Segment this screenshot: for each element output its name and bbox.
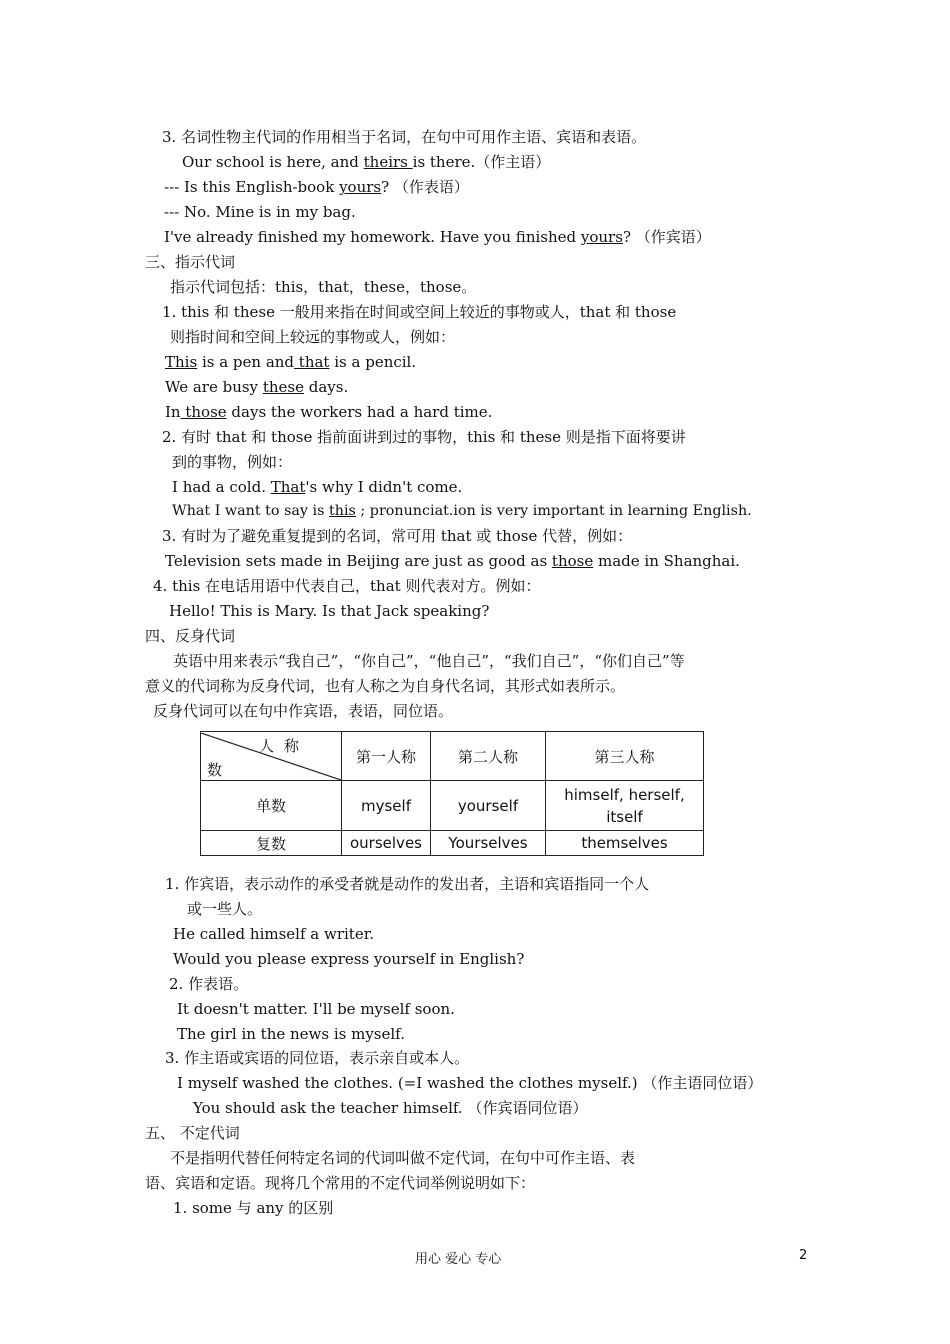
- text-line: 意义的代词称为反身代词，也有人称之为自身代名词，其形式如表所示。: [145, 677, 626, 695]
- table-cell: ourselves: [342, 831, 431, 856]
- table-header: 第二人称: [431, 732, 546, 781]
- text-line: 2. 有时 that 和 those 指前面讲到过的事物，this 和 these 则是指下面将要讲: [162, 428, 686, 446]
- text-line: --- Is this English-book yours? （作表语）: [164, 178, 469, 196]
- text-line: The girl in the news is myself.: [177, 1025, 405, 1043]
- row-label: 复数: [201, 831, 342, 856]
- text-line: 1. this 和 these 一般用来指在时间或空间上较近的事物或人，that 和 those: [162, 303, 677, 321]
- section-heading: 三、指示代词: [145, 253, 236, 271]
- text-line: 3. 有时为了避免重复提到的名词，常可用 that 或 those 代替，例如：: [162, 527, 633, 545]
- text-line: I've already finished my homework. Have you finished yours? （作宾语）: [164, 228, 711, 246]
- text-line: 则指时间和空间上较远的事物或人，例如：: [170, 328, 456, 346]
- reflexive-pronoun-table: [200, 731, 704, 856]
- table-cell: Yourselves: [431, 831, 546, 856]
- text-line: I had a cold. That's why I didn't come.: [172, 478, 463, 496]
- text-line: 指示代词包括：this，that，these，those。: [170, 278, 477, 296]
- table-header: 第三人称: [546, 732, 704, 781]
- text-line: 2. 作表语。: [169, 975, 249, 993]
- table-cell: himself, herself, itself: [546, 781, 704, 831]
- text-line: What I want to say is this ; pronunciat.ion is very important in learning English.: [172, 503, 752, 519]
- text-line: 1. 作宾语，表示动作的承受者就是动作的发出者，主语和宾语指同一个人: [165, 875, 650, 893]
- text-line: He called himself a writer.: [173, 925, 374, 943]
- section-heading: 四、反身代词: [145, 627, 236, 645]
- text-line: 英语中用来表示“我自己”，“你自己”，“他自己”，“我们自己”，“你们自己”等: [173, 652, 685, 670]
- text-line: 1. some 与 any 的区别: [173, 1199, 334, 1217]
- text-line: It doesn't matter. I'll be myself soon.: [177, 1000, 455, 1018]
- footer-text: 用心 爱心 专心: [415, 1252, 502, 1267]
- page-number: 2: [799, 1248, 808, 1263]
- table-header: 第一人称: [342, 732, 431, 781]
- text-line: Television sets made in Beijing are just as good as those made in Shanghai.: [165, 552, 740, 570]
- section-heading: 五、 不定代词: [145, 1124, 240, 1142]
- text-line: 不是指明代替任何特定名词的代词叫做不定代词，在句中可作主语、表: [170, 1149, 636, 1167]
- table-cell: myself: [342, 781, 431, 831]
- text-line: I myself washed the clothes. (=I washed the clothes myself.) （作主语同位语）: [177, 1074, 763, 1092]
- text-line: 3. 名词性物主代词的作用相当于名词，在句中可用作主语、宾语和表语。: [162, 128, 647, 146]
- text-line: 4. this 在电话用语中代表自己，that 则代表对方。例如：: [153, 577, 541, 595]
- text-line: You should ask the teacher himself. （作宾语同位语）: [193, 1099, 588, 1117]
- text-line: Our school is here, and theirs is there.（作主语）: [182, 153, 551, 171]
- corner-label-person: 人称: [259, 736, 310, 755]
- row-label: 单数: [201, 781, 342, 831]
- text-line: 语、宾语和定语。现将几个常用的不定代词举例说明如下：: [145, 1174, 536, 1192]
- text-line: --- No. Mine is in my bag.: [164, 203, 356, 221]
- text-line: Would you please express yourself in English?: [173, 950, 525, 968]
- corner-label-number: 数: [207, 760, 223, 779]
- text-line: We are busy these days.: [165, 378, 349, 396]
- text-line: This is a pen and that is a pencil.: [165, 353, 417, 371]
- text-line: 或一些人。: [187, 900, 263, 918]
- text-line: 3. 作主语或宾语的同位语，表示亲自或本人。: [165, 1049, 470, 1067]
- text-line: 到的事物，例如：: [172, 453, 293, 471]
- text-line: In those days the workers had a hard time.: [165, 403, 493, 421]
- text-line: Hello! This is Mary. Is that Jack speaking?: [169, 602, 490, 620]
- table-cell: themselves: [546, 831, 704, 856]
- text-line: 反身代词可以在句中作宾语，表语，同位语。: [153, 702, 454, 720]
- table-corner-cell: [201, 732, 342, 781]
- table-cell: yourself: [431, 781, 546, 831]
